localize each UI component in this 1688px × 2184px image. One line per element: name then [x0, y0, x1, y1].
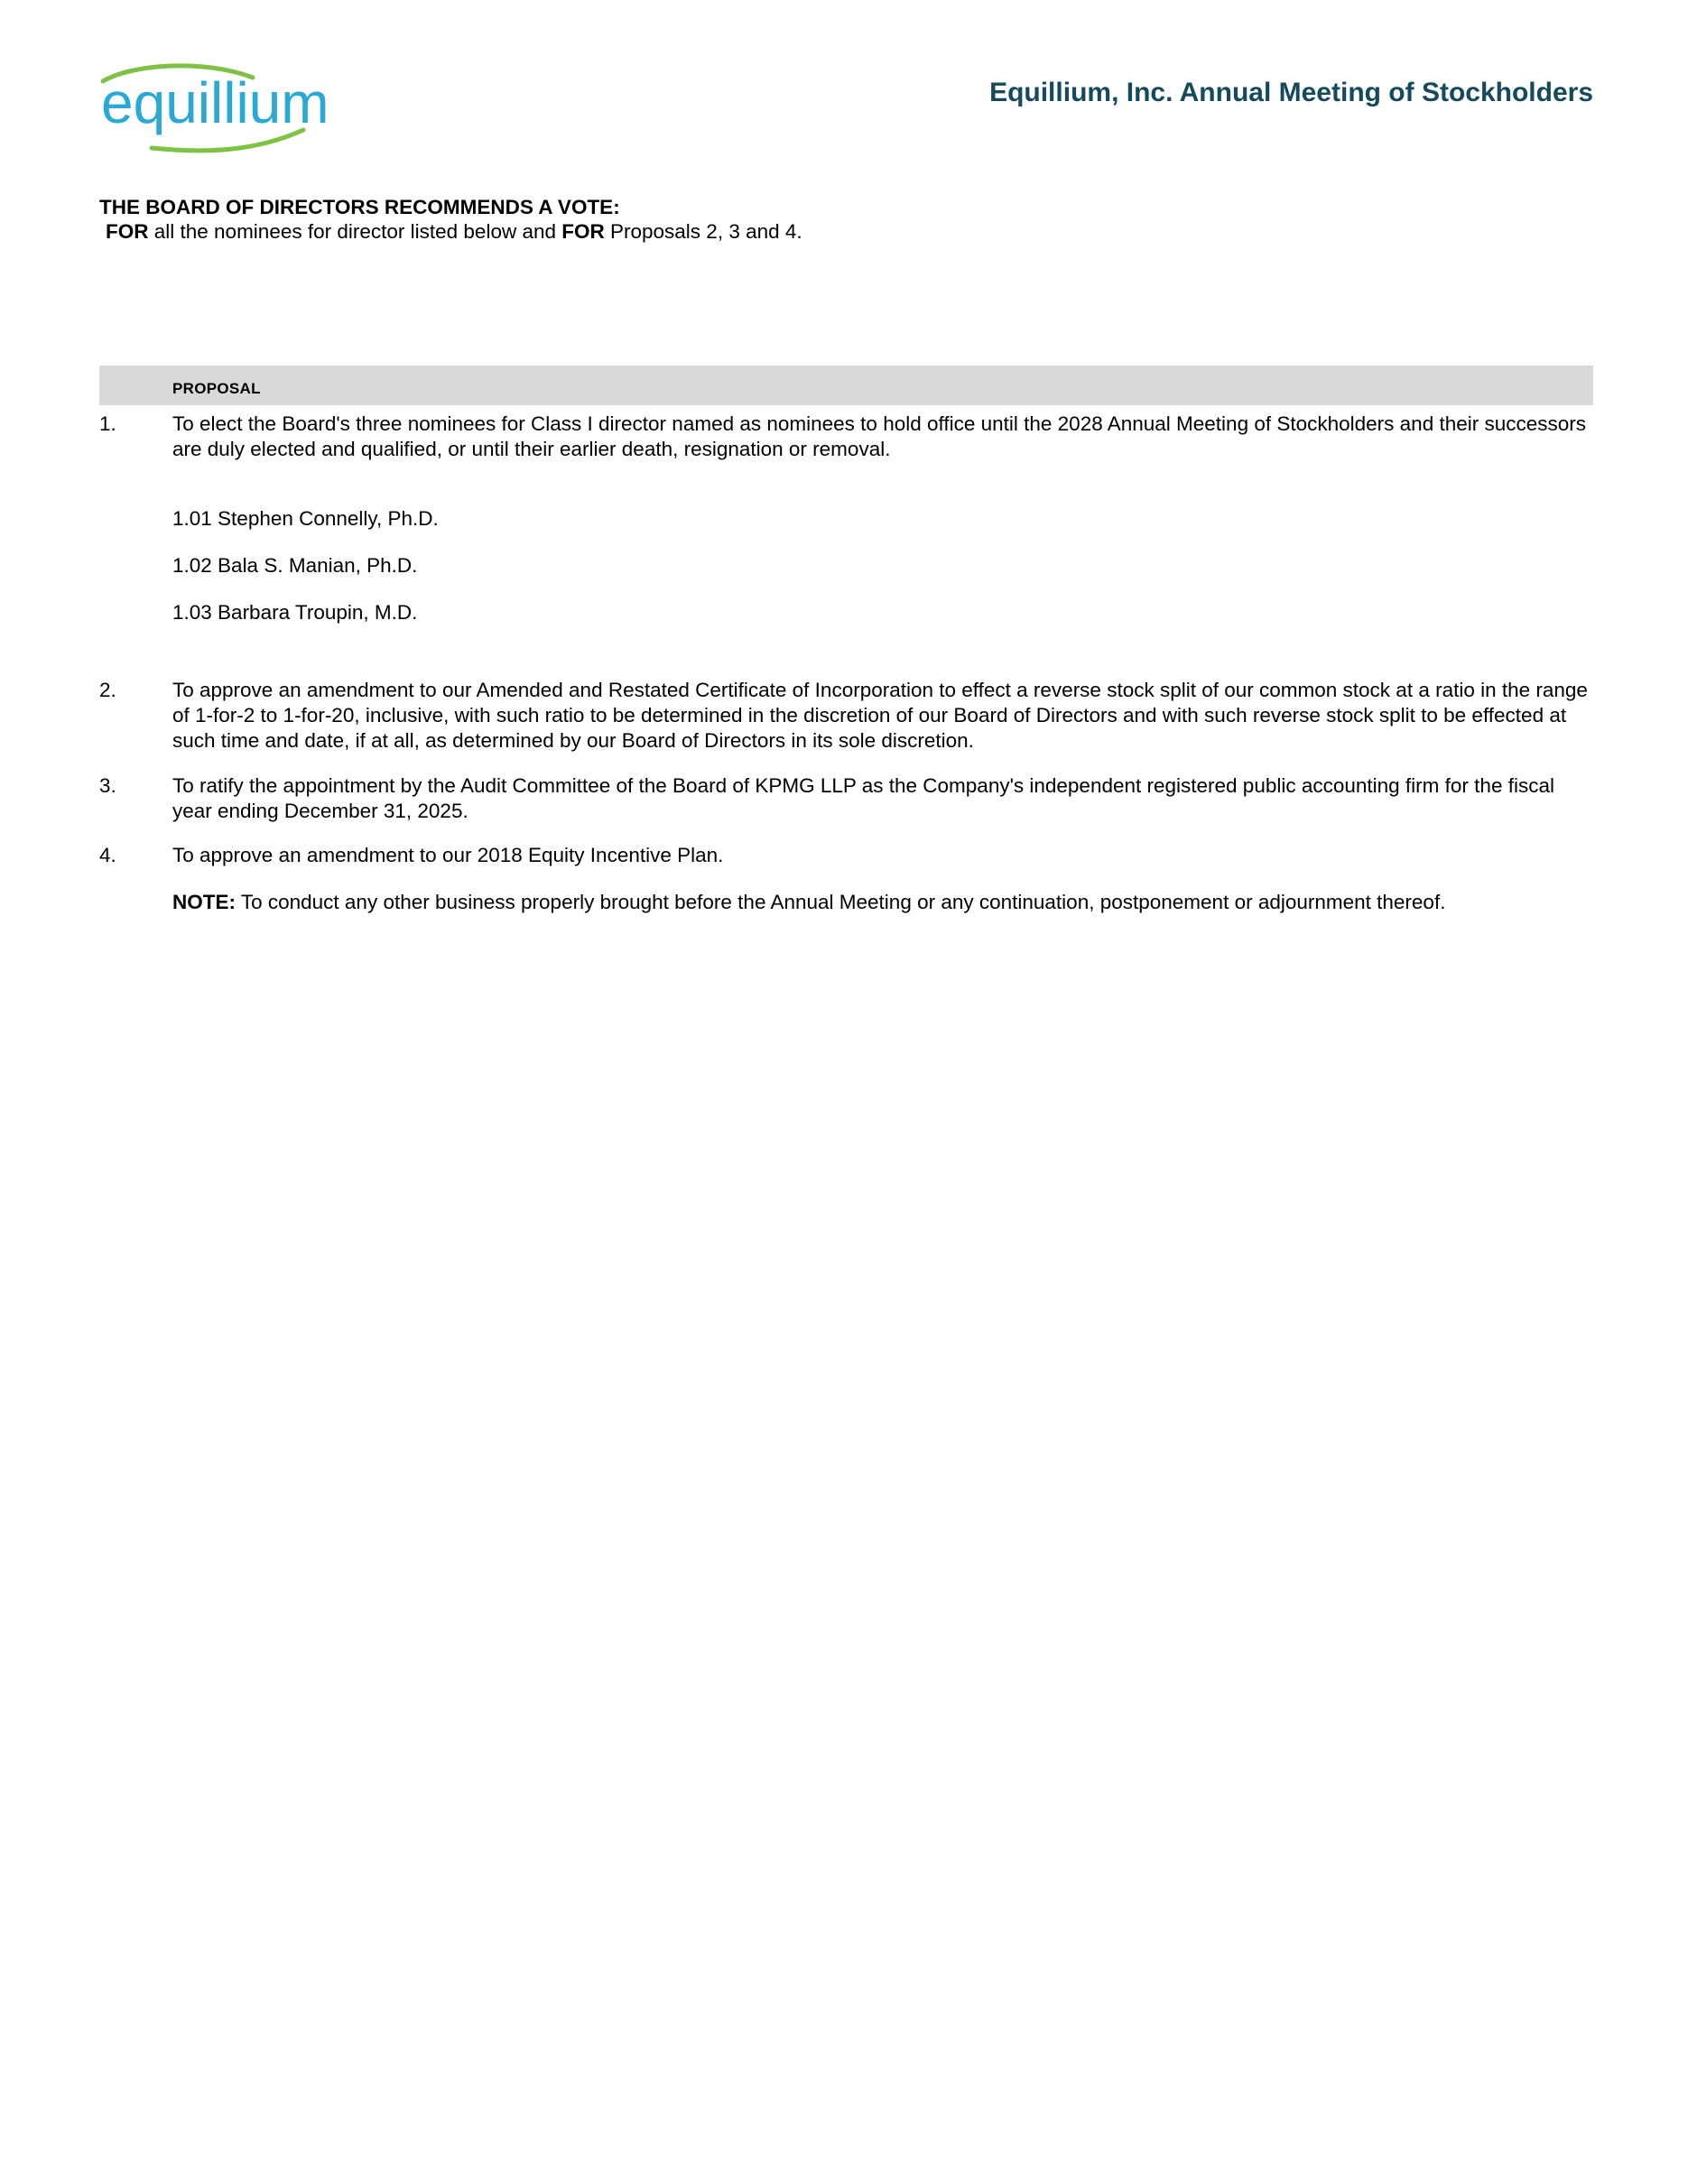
- proposal-text: To elect the Board's three nominees for Class I director named as nominees to hold office until the 2028 Annual Meeting of Stockholders and their successors are duly elected and qualified, or until their earlier death, resignation or removal.: [172, 412, 1587, 460]
- proposal-text: To ratify the appointment by the Audit Committee of the Board of KPMG LLP as the Company's independent registered public accounting firm for the fiscal year ending December 31, 2025.: [172, 774, 1554, 822]
- proposal-header-bar: [99, 366, 1593, 405]
- proposal-number: 4.: [99, 844, 116, 866]
- recommendation-heading: THE BOARD OF DIRECTORS RECOMMENDS A VOTE:: [99, 196, 620, 218]
- logo-wordmark: equillium: [101, 70, 329, 135]
- note-text: To conduct any other business properly brought before the Annual Meeting or any continuation, postponement or adjournment thereof.: [236, 891, 1446, 913]
- proposal-header-label: PROPOSAL: [172, 380, 261, 397]
- proposal-number: 1.: [99, 412, 116, 435]
- nominee-item-2: 1.02 Bala S. Manian, Ph.D.: [172, 554, 418, 577]
- meeting-title: Equillium, Inc. Annual Meeting of Stockholders: [989, 78, 1593, 107]
- nominee-item-3: 1.03 Barbara Troupin, M.D.: [172, 601, 418, 624]
- recommendation-text: [99, 219, 802, 244]
- proposal-number: 3.: [99, 774, 116, 797]
- note-label: NOTE:: [172, 891, 236, 913]
- recommendation-text-1: all the nominees for director listed below and: [148, 220, 562, 243]
- proposal-text: To approve an amendment to our Amended and Restated Certificate of Incorporation to effect a reverse stock split of our common stock at a ratio in the range of 1-for-2 to 1-for-20, inclusive, with such ratio to be determined in the discretion of our Board of Directors and with such reverse stock split to be effected at such time and date, if at all, as determined by our Board of Directors in its sole discretion.: [172, 679, 1588, 752]
- for-label-1: FOR: [106, 220, 149, 243]
- proposal-number: 2.: [99, 679, 116, 701]
- company-logo: [97, 61, 329, 161]
- recommendation-text-2: Proposals 2, 3 and 4.: [604, 220, 802, 243]
- board-recommendation: [99, 195, 802, 244]
- for-label-2: FOR: [561, 220, 605, 243]
- note: [172, 890, 1445, 915]
- proposal-text: To approve an amendment to our 2018 Equity Incentive Plan.: [172, 844, 724, 866]
- nominee-item-1: 1.01 Stephen Connelly, Ph.D.: [172, 507, 439, 530]
